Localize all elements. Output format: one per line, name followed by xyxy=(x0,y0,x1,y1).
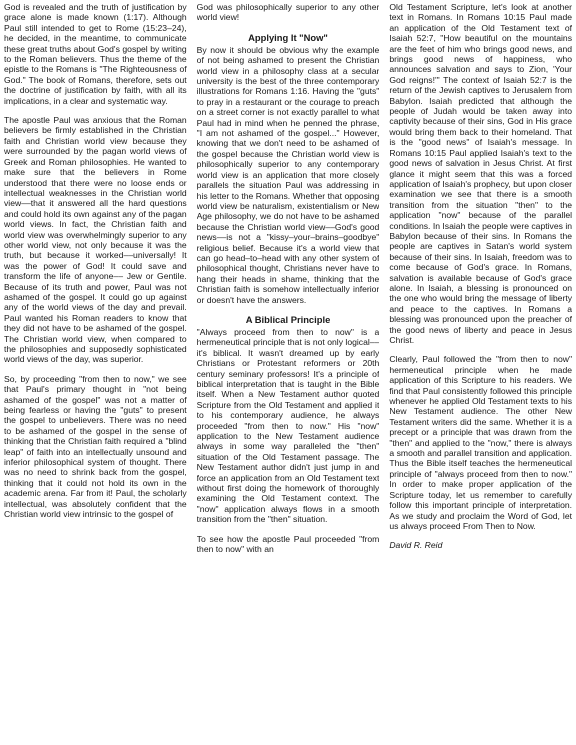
paragraph: God was philosophically superior to any other world view! xyxy=(196,2,380,23)
paragraph: Clearly, Paul followed the "from then to now" hermeneutical principle when he made application of this Scripture to his readers. We find that Paul consistently followed this principle whenever he applied Old Testament texts to his New Testament audience. The other New Testament writers did the same. Whether it is a precept or a principle that was drawn from the "then" and applied to the "now," there is always a smooth and parallel transition and application. Thus the Bible itself teaches the hermeneutical principle of "always proceed from then to now." In order to make proper application of the Scripture today, let us remember to carefully follow this important principle of interpretation. As we study and proclaim the Word of God, let us always proceed From Then to Now. xyxy=(389,354,573,531)
paragraph: The apostle Paul was anxious that the Roman believers be firmly established in the Christian faith and Christian world view because they were surrounded by the pagan world views of Greek and Roman philosophies. He wanted to make sure that the believers in Rome understood that there were no loose ends or intellectual weaknesses in the Christian world view––that it answered all the hard questions and could hold its own against any of the pagan world views. In fact, the Christian faith and world view was overwhelmingly superior to any other world view, not only because it was the truth, but because it worked––universally! It was the power of God! It could save and transform the life of anyone–– Jew or Gentile. Because of its truth and power, Paul was not ashamed of the gospel. It could go up against any of the world views of the day and prevail. Paul wanted his Roman readers to know that they did not have to be ashamed of the gospel. The Christian world view, when compared to the philosophies and supposedly sophisticated world views of the day, was superior. xyxy=(4,115,187,365)
section-heading: Applying It "Now" xyxy=(248,31,328,43)
paragraph: Old Testament Scripture, let's look at another text in Romans. In Romans 10:15 Paul made an application of the Old Testament text of Isaiah 52:7, "How beautiful on the mountains are the feet of him who brings good news, and brings good news of happiness, who announces salvation and says to Zion, 'Your God reigns!'" The context of Isaiah 52:7 is the return of the Jewish captives to Jerusalem from Babylon. Isaiah predicted that although the people of Judah would be taken away into captivity because of their sins, God in His grace would bring them back to their homeland. That is the "good news" of Isaiah's message. In Romans 10:15 Paul applied Isaiah's text to the good news of salvation in Jesus Christ. At first glance it might seem that this was a forced application of Isaiah's prophecy, but upon closer examination we see that there is a smooth transition from the situation "then" to the application "now" because of the parallel conditions. In Isaiah the people were captives in Babylon because of their sins. In Romans the people are captives in Satan's world system because of their sins. In Isaiah, freedom was to come because of God's grace. In Romans, salvation is available because of God's grace alone. In Isaiah, a blessing is pronounced on the one who would bring the message of liberty and peace to the captives. In Romans a blessing was pronounced upon the preacher of the good news of liberty and peace in Jesus Christ. xyxy=(389,2,573,345)
section-heading: A Biblical Principle xyxy=(245,313,331,325)
paragraph: "Always proceed from then to now" is a hermeneutical principle that is not only logical––it's biblical. It wasn't dreamed up by early Christians or Protestant reformers or 20th century seminary professors! It's a principle of biblical interpretation that is taught in the Bible itself. When a New Testament author quoted Scripture from the Old Testament and applied it to his contemporary audience, he always proceeded "from then to now." His "now" application to the New Testament audience always in some way paralleled the "then" situation of the Old Testament passage. The New Testament author didn't just jump in and force an application from an Old Testament text without first doing the homework of thoroughly examining the Old Testament context. The "now" application always flows in a smooth transition from the "then" situation. xyxy=(196,326,380,525)
paragraph: So, by proceeding "from then to now," we see that Paul's primary thought in "not being ashamed of the gospel" was not a matter of being fearless or having the "guts" to present the gospel to unbelievers. There was no need to be ashamed of the gospel in the sense of thinking that the Christian faith required a "blind leap" of faith into an intellectually unsound and inferior philosophical system of thought. There was no need to shrink back from the gospel, thinking that it could not hold its own in the academic arena. Far from it! Paul, the scholarly intellectual, was absolutely confident that the Christian world view intrinsic to the gospel of xyxy=(4,373,187,520)
paragraph: By now it should be obvious why the example of not being ashamed to present the Christian world view in a philosophy class at a secular university is the best of the three contemporary illustrations for Romans 1:16. Having the "guts" to pray in a restaurant or the courage to preach on a street corner is not exactly parallel to what Paul had in mind when he penned the phrase, "I am not ashamed of the gospel..." However, knowing that we don't need to be ashamed of the gospel because the Christian world view is philosophically superior to any contemporary world view is an application that more closely parallels the situation Paul was addressing in his letter to the Romans. Whether that opposing world view be naturalism, existentialism or New Age philosophy, we do not have to be ashamed because the Christian world view––God's good news––is not a "kissy–your–brains–goodbye" religious belief. Because it's a world view that can go head–to–head with any other system of philosophical thought, Christians never have to hang their heads in shame, thinking that the Christian faith is somehow intellectually inferior or doesn't have the answers. xyxy=(196,44,380,305)
paragraph: God is revealed and the truth of justification by grace alone is made known (1:17). Although Paul still intended to get to Rome (15:23–24), he decided, in the meantime, to communicate these great truths about God's gospel by writing to the Roman believers. Thus the theme of the epistle to the Romans is "The Righteousness of God." The book of Romans, therefore, sets out the doctrine of justification by faith, with all its implications, in a clear and systematic way. xyxy=(4,2,187,106)
column-right xyxy=(389,2,572,745)
column-middle xyxy=(197,2,380,745)
column-left xyxy=(4,2,187,745)
author-signature: David R. Reid xyxy=(389,540,443,551)
paragraph: To see how the apostle Paul proceeded "from then to now" with an xyxy=(196,533,380,555)
